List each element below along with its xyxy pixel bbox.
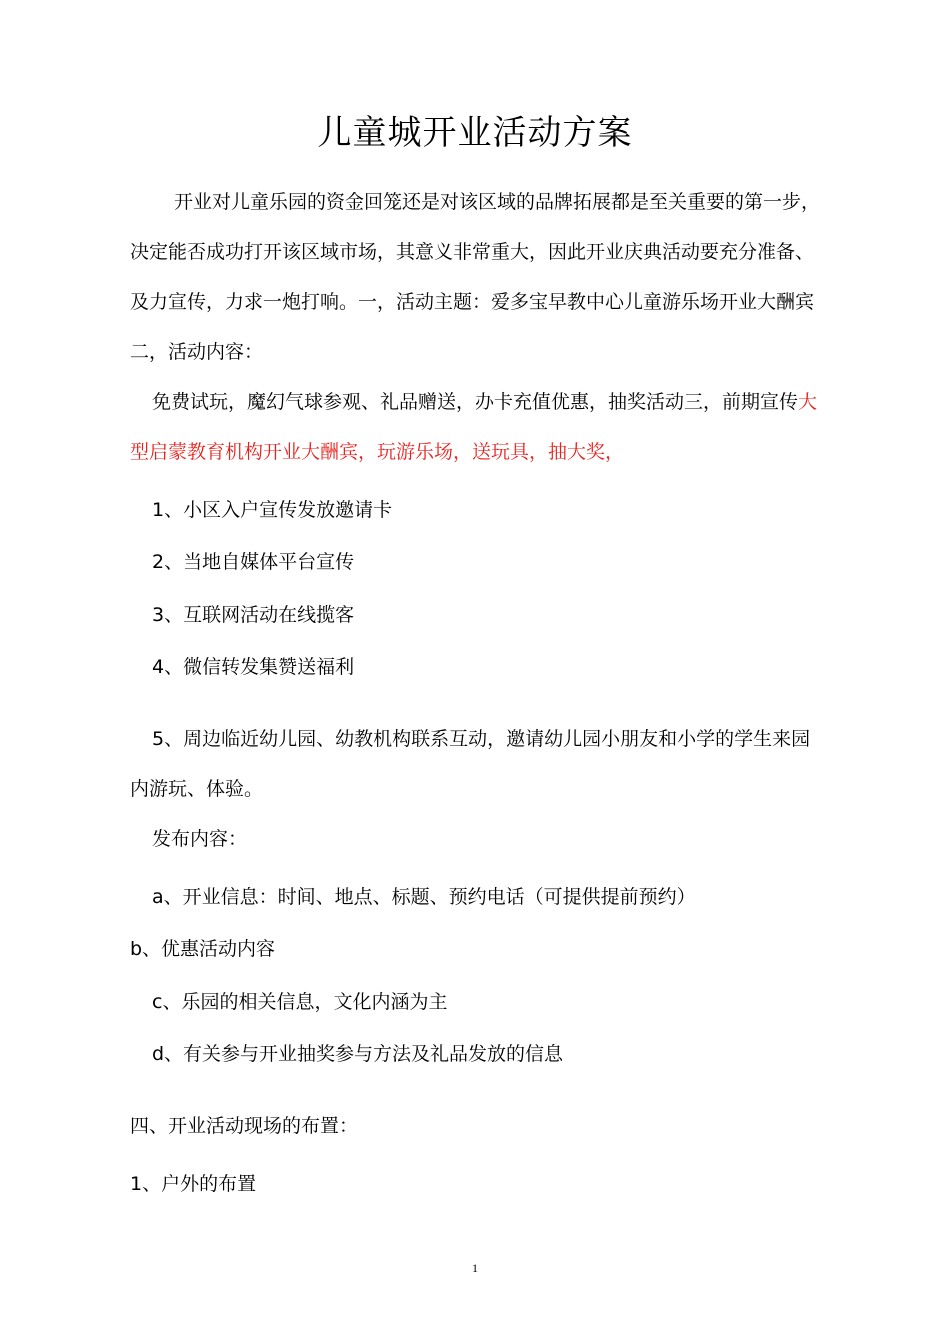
promo-item-2: 2、当地自媒体平台宣传 bbox=[152, 551, 355, 573]
document-title: 儿童城开业活动方案 bbox=[317, 113, 633, 153]
promo-item-3: 3、互联网活动在线揽客 bbox=[152, 604, 355, 626]
activities-text: 免费试玩，魔幻气球参观、礼品赠送，办卡充值优惠，抽奖活动三，前期宣传 bbox=[152, 391, 799, 413]
activities-highlight-line: 型启蒙教育机构开业大酬宾，玩游乐场，送玩具，抽大奖， bbox=[130, 441, 625, 463]
intro-line-1: 开业对儿童乐园的资金回笼还是对该区域的品牌拓展都是至关重要的第一步， bbox=[174, 191, 821, 213]
section4-item-1: 1、户外的布置 bbox=[130, 1173, 257, 1195]
section2-heading: 二，活动内容： bbox=[130, 341, 264, 363]
publish-item-b: b、优惠活动内容 bbox=[130, 938, 276, 960]
publish-item-c: c、乐园的相关信息，文化内涵为主 bbox=[152, 991, 448, 1013]
publish-item-d: d、有关参与开业抽奖参与方法及礼品发放的信息 bbox=[152, 1043, 564, 1065]
intro-line-3: 及力宣传，力求一炮打响。一，活动主题：爱多宝早教中心儿童游乐场开业大酬宾 bbox=[130, 291, 815, 313]
promo-item-5-line-1: 5、周边临近幼儿园、幼教机构联系互动，邀请幼儿园小朋友和小学的学生来园 bbox=[152, 728, 811, 750]
promo-item-5-line-2: 内游玩、体验。 bbox=[130, 778, 264, 800]
activities-line-1 bbox=[152, 388, 892, 416]
promo-item-4: 4、微信转发集赞送福利 bbox=[152, 656, 355, 678]
publish-item-a: a、开业信息：时间、地点、标题、预约电话（可提供提前预约） bbox=[152, 886, 696, 908]
activities-highlight-start: 大 bbox=[798, 391, 818, 413]
promo-item-1: 1、小区入户宣传发放邀请卡 bbox=[152, 499, 393, 521]
publish-heading: 发布内容： bbox=[152, 828, 248, 850]
section4-heading: 四、开业活动现场的布置： bbox=[130, 1115, 359, 1137]
page-number: 1 bbox=[472, 1261, 478, 1275]
intro-line-2: 决定能否成功打开该区域市场，其意义非常重大，因此开业庆典活动要充分准备、 bbox=[130, 241, 815, 263]
